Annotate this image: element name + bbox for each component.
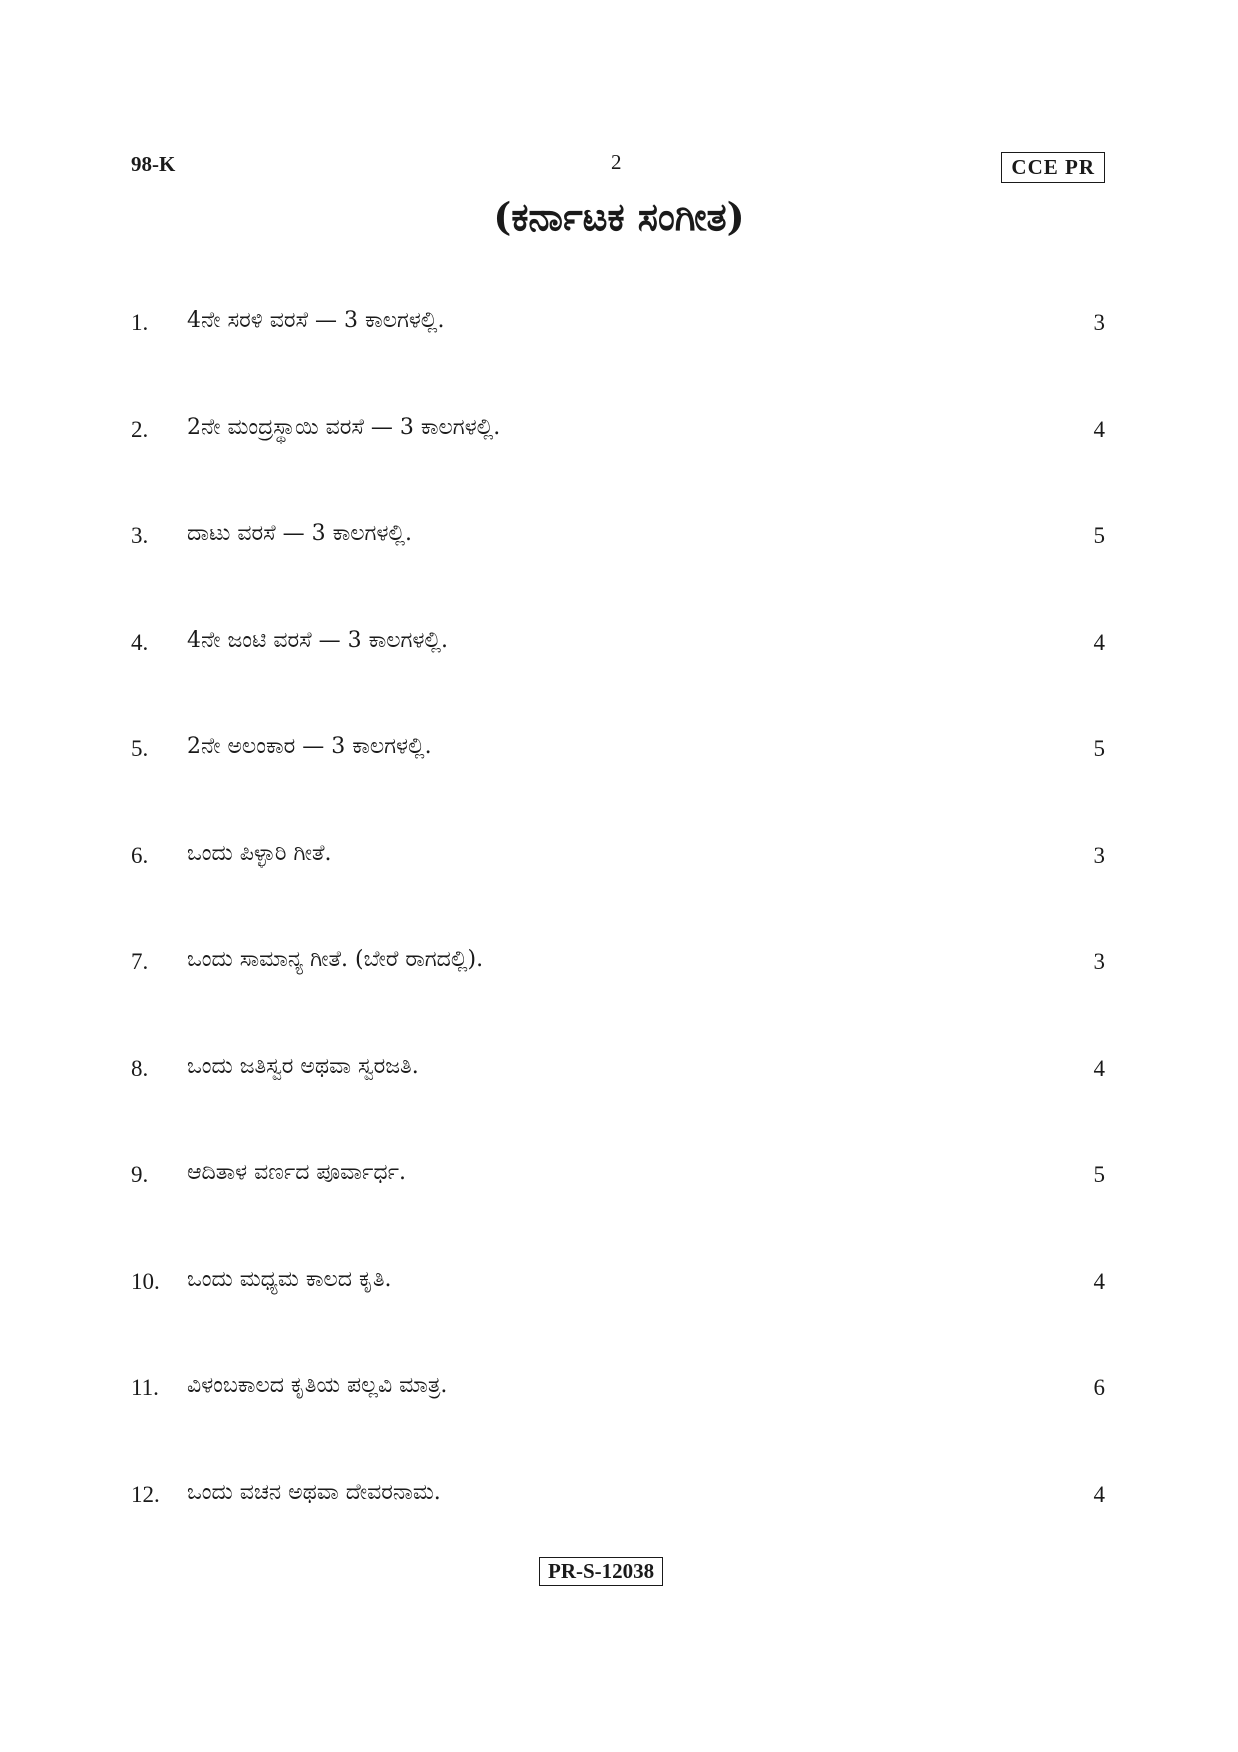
question-list — [131, 300, 1105, 1578]
question-marks: 5 — [1093, 736, 1105, 761]
question-text: 4ನೇ ಸರಳಿ ವರಸೆ — 3 ಕಾಲಗಳಲ್ಲಿ. — [187, 308, 445, 333]
question-number: 5. — [131, 736, 149, 761]
question-marks: 5 — [1093, 1162, 1105, 1187]
question-marks: 6 — [1093, 1375, 1105, 1400]
question-marks: 4 — [1093, 1055, 1105, 1081]
paper-code: 98-K — [131, 152, 176, 176]
question-text: ದಾಟು ವರಸೆ — 3 ಕಾಲಗಳಲ್ಲಿ. — [187, 521, 413, 546]
page-title: (ಕರ್ನಾಟಕ ಸಂಗೀತ) — [493, 194, 745, 239]
question-item — [131, 726, 1105, 833]
question-text: 4ನೇ ಜಂಟಿ ವರಸೆ — 3 ಕಾಲಗಳಲ್ಲಿ. — [187, 627, 449, 653]
question-marks: 3 — [1093, 949, 1105, 974]
question-item — [131, 407, 1105, 514]
question-item — [131, 833, 1105, 940]
question-marks: 4 — [1093, 1481, 1105, 1507]
question-number: 10. — [131, 1268, 160, 1294]
question-item — [131, 1152, 1105, 1259]
question-number: 4. — [131, 629, 149, 655]
question-number: 12. — [131, 1481, 160, 1507]
question-item — [131, 1046, 1105, 1153]
question-text: ಒಂದು ವಚನ ಅಥವಾ ದೇವರನಾಮ. — [187, 1479, 441, 1505]
question-text: ಒಂದು ಪಿಳ್ಳಾರಿ ಗೀತೆ. — [187, 840, 332, 866]
question-marks: 4 — [1093, 629, 1105, 655]
question-marks: 4 — [1093, 1268, 1105, 1294]
page-header — [131, 146, 1105, 186]
question-item — [131, 1259, 1105, 1366]
question-marks: 3 — [1093, 310, 1105, 335]
page-number: 2 — [611, 150, 622, 174]
question-number: 9. — [131, 1162, 149, 1187]
question-number: 2. — [131, 416, 149, 442]
question-number: 6. — [131, 842, 149, 868]
question-text: 2ನೇ ಮಂದ್ರಸ್ಥಾಯಿ ವರಸೆ — 3 ಕಾಲಗಳಲ್ಲಿ. — [187, 414, 501, 440]
question-number: 11. — [131, 1375, 159, 1400]
question-number: 8. — [131, 1055, 149, 1081]
question-marks: 3 — [1093, 842, 1105, 868]
footer-code-box: PR-S-12038 — [539, 1557, 663, 1586]
question-marks: 4 — [1093, 416, 1105, 442]
question-item — [131, 513, 1105, 620]
question-item — [131, 1365, 1105, 1472]
question-number: 1. — [131, 310, 149, 335]
question-marks: 5 — [1093, 523, 1105, 548]
question-item — [131, 300, 1105, 407]
question-text: ಒಂದು ಮಧ್ಯಮ ಕಾಲದ ಕೃತಿ. — [187, 1266, 392, 1292]
question-text: ಒಂದು ಸಾಮಾನ್ಯ ಗೀತೆ. (ಬೇರೆ ರಾಗದಲ್ಲಿ). — [187, 947, 484, 972]
question-number: 7. — [131, 949, 149, 974]
question-text: ಒಂದು ಜತಿಸ್ವರ ಅಥವಾ ಸ್ವರಜತಿ. — [187, 1053, 419, 1079]
question-item — [131, 939, 1105, 1046]
series-code-box: CCE PR — [1001, 152, 1105, 183]
question-item — [131, 620, 1105, 727]
question-text: ಆದಿತಾಳ ವರ್ಣದ ಪೂರ್ವಾರ್ಧ. — [187, 1160, 407, 1185]
question-number: 3. — [131, 523, 149, 548]
question-text: ವಿಳಂಬಕಾಲದ ಕೃತಿಯ ಪಲ್ಲವಿ ಮಾತ್ರ. — [187, 1373, 448, 1398]
question-text: 2ನೇ ಅಲಂಕಾರ — 3 ಕಾಲಗಳಲ್ಲಿ. — [187, 734, 432, 759]
